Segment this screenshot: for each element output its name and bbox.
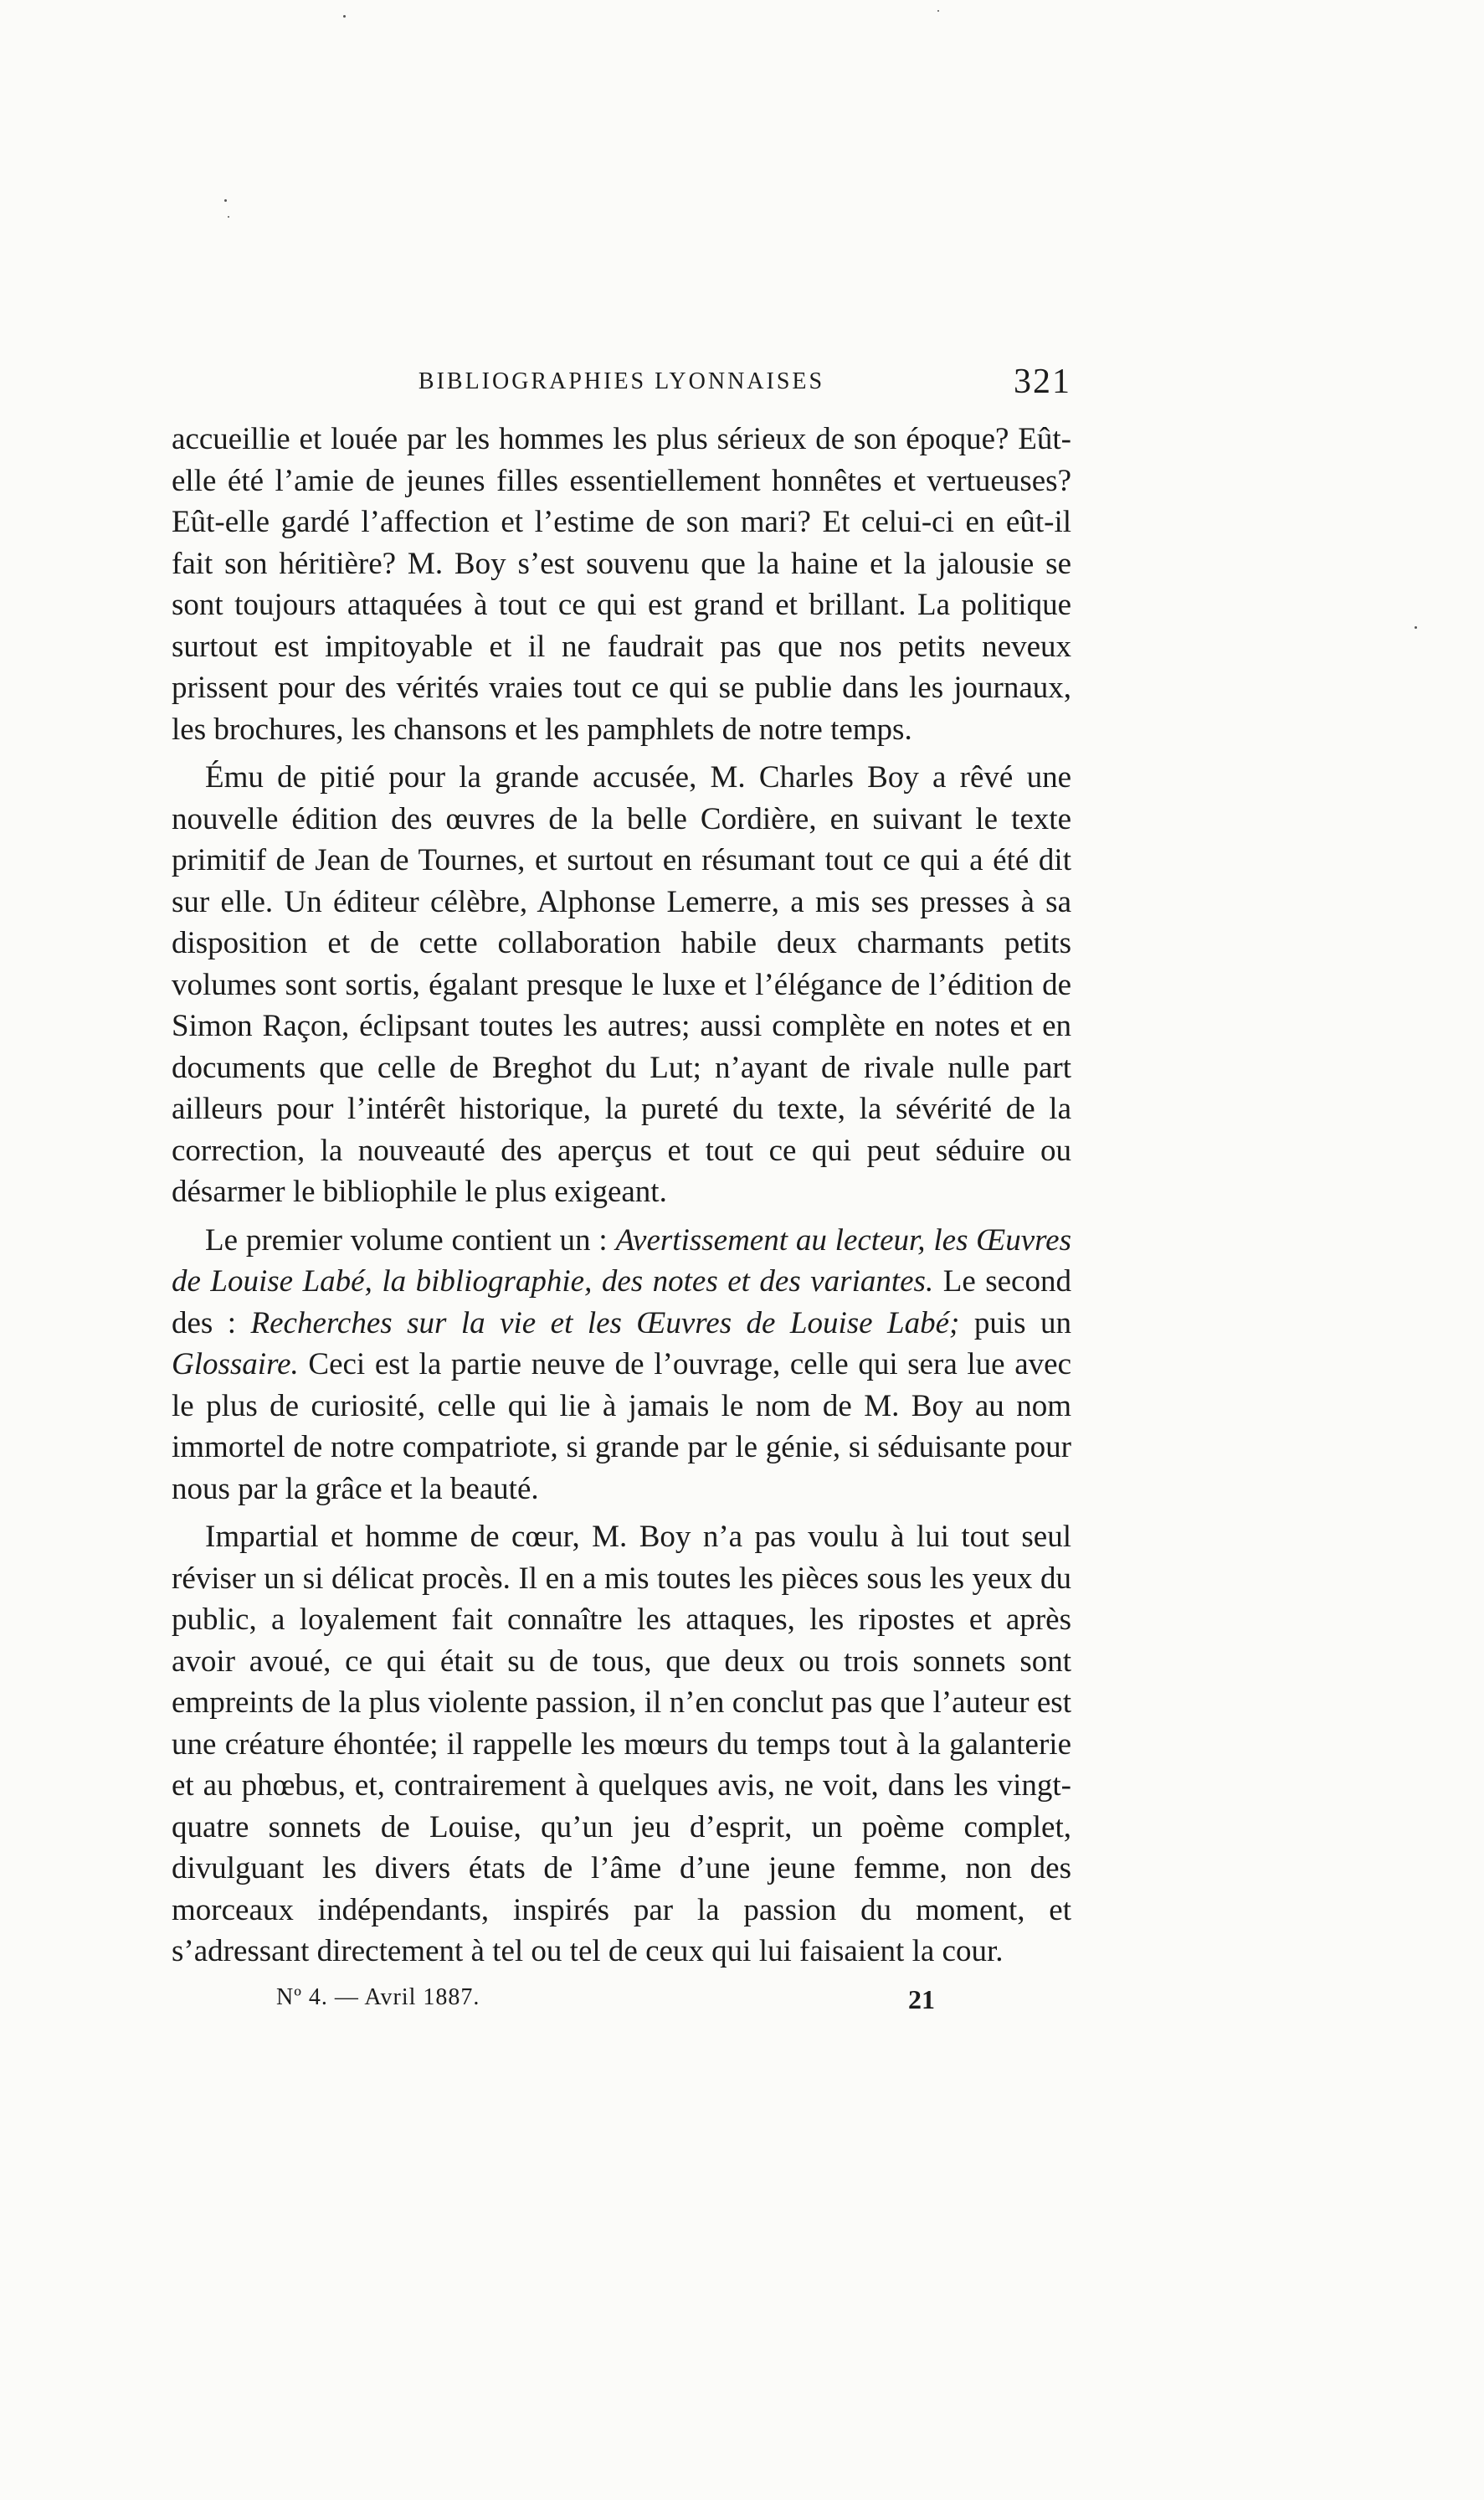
page-header	[172, 362, 1071, 412]
page-number: 321	[1014, 363, 1071, 401]
paragraph-2: Ému de pitié pour la grande accusée, M. Charles Boy a rêvé une nouvelle édition des œuvres de la belle Cordière, en suivant le texte primitif de Jean de Tournes, et surtout en résumant tout ce qui a été dit sur elle. Un éditeur célèbre, Alphonse Lemerre, a mis ses presses à sa disposition et de cette collaboration habile deux charmants petits volumes sont sortis, égalant presque le luxe et l’élégance de l’édition de Simon Raçon, éclipsant toutes les autres; aussi complète en notes et en documents que celle de Breghot du Lut; n’ayant de rivale nulle part ailleurs pour l’intérêt historique, la pureté du texte, la sévérité de la correction, la nouveauté des aperçus et tout ce qui peut séduire ou désarmer le bibliophile le plus exigeant.	[172, 760, 1071, 1209]
paragraph-1: accueillie et louée par les hommes les plus sérieux de son époque? Eût-elle été l’amie de jeunes filles essentiellement honnêtes et vertueuses? Eût-elle gardé l’affection et l’estime de son mari? Et celui-ci en eût-il fait son héritière? M. Boy s’est souvenu que la haine et la jalousie se sont toujours attaquées à tout ce qui est grand et brillant. La politique surtout est impitoyable et il ne faudrait pas que nos petits neveux prissent pour des vérités vraies tout ce qui se publie dans les journaux, les brochures, les chansons et les pamphlets de notre temps.	[172, 422, 1071, 747]
p3-text-a: Le premier volume contient un :	[205, 1222, 616, 1258]
paragraph-4: Impartial et homme de cœur, M. Boy n’a pas voulu à lui tout seul réviser un si délicat procès. Il en a mis toutes les pièces sous les yeux du public, a loyalement fait connaître les attaques, les ripostes et après avoir avoué, ce qui était su de tous, que deux ou trois sonnets sont empreints de la plus violente passion, il n’en conclut pas que l’auteur est une créature éhontée; il rappelle les mœurs du temps tout à la galanterie et au phœbus, et, contrairement à quelques avis, ne voit, dans les vingt-quatre sonnets de Louise, qu’un jeu d’esprit, un poème complet, divulguant les divers états de l’âme d’une jeune femme, non des morceaux indépendants, inspirés par la passion du moment, et s’adressant directement à tel ou tel de ceux qui lui faisaient la cour.	[172, 1520, 1071, 1968]
p3-italic-b: Avertissement au lecteur, les Œuvres de Louise Labé, la bibliographie, des notes et des variantes.	[172, 1222, 1071, 1299]
speck	[343, 15, 346, 18]
p3-text-e: puis un	[959, 1305, 1071, 1340]
main-text	[172, 419, 1071, 1973]
speck	[224, 199, 227, 202]
speck	[228, 216, 229, 218]
p3-italic-d: Recherches sur la vie et les Œuvres de Louise Labé;	[250, 1305, 960, 1340]
speck	[1415, 626, 1417, 629]
running-title: BIBLIOGRAPHIES LYONNAISES	[418, 368, 825, 394]
page-footer	[172, 1984, 1071, 2026]
paragraph-3	[172, 1220, 1071, 1510]
p3-italic-f: Glossaire.	[172, 1347, 299, 1381]
signature-mark: 21	[908, 1984, 935, 2014]
speck	[937, 10, 939, 12]
p3-text-g: Ceci est la partie neuve de l’ouvrage, celle qui sera lue avec le plus de curiosité, celle qui lie à jamais le nom de M. Boy au nom immortel de notre compatriote, si grande par le génie, si séduisante pour nous par la grâce et la beauté.	[172, 1347, 1071, 1506]
issue-line: Nº 4. — Avril 1887.	[276, 1984, 480, 2010]
p3-text-c: Le second des :	[172, 1264, 1071, 1340]
